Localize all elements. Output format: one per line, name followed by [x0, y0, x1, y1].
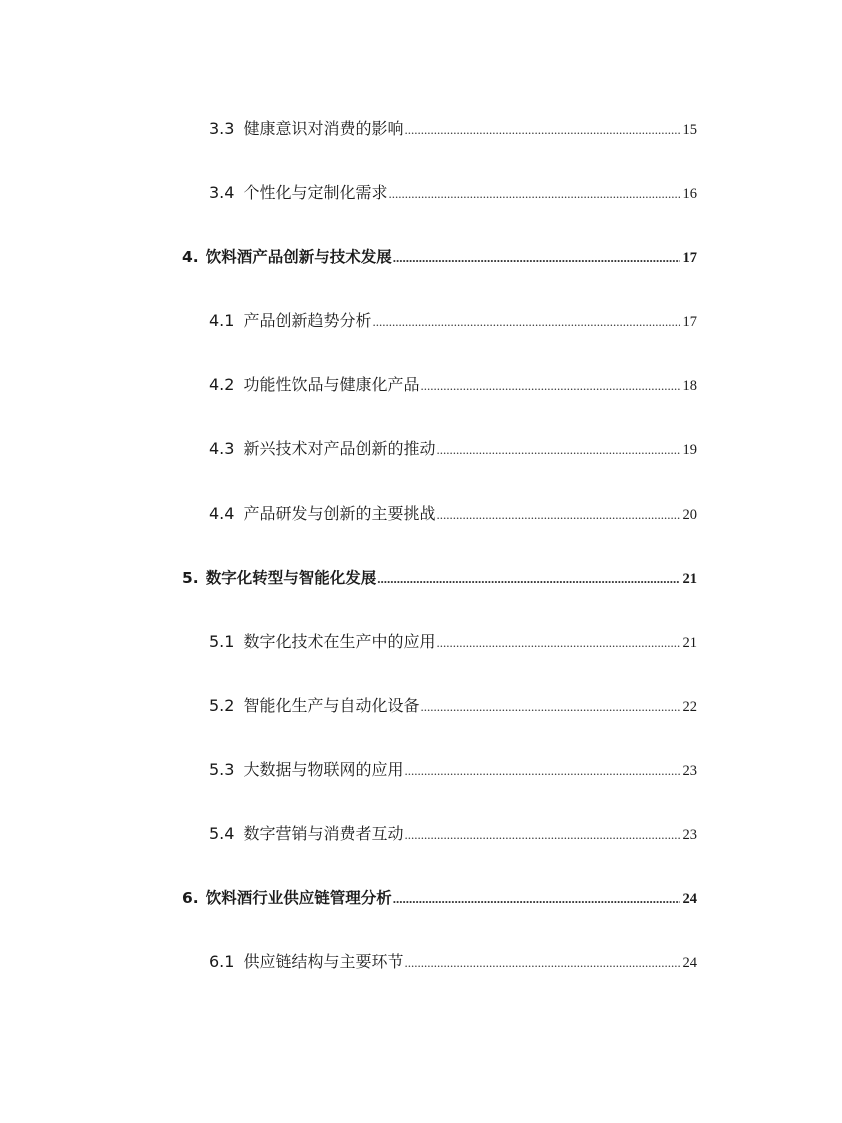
toc-entry-title: 产品创新趋势分析	[243, 311, 372, 330]
dot-leader	[388, 181, 679, 207]
dot-leader	[404, 950, 679, 976]
dot-leader	[404, 758, 679, 784]
toc-entry-page: 17	[682, 250, 697, 266]
toc-entry-6[interactable]	[182, 885, 697, 911]
toc-entry-page: 21	[682, 571, 697, 587]
toc-entry-title: 大数据与物联网的应用	[243, 760, 404, 779]
toc-entry-page: 17	[682, 314, 697, 330]
dot-leader	[420, 694, 679, 720]
toc-entry-number: 6.1	[209, 952, 235, 971]
dot-leader	[404, 822, 679, 848]
toc-entry-4[interactable]	[182, 244, 697, 270]
toc-entry-title: 供应链结构与主要环节	[243, 952, 404, 971]
toc-entry-page: 22	[682, 699, 697, 715]
toc-entry-title: 个性化与定制化需求	[243, 183, 388, 202]
toc-entry-number: 3.4	[209, 183, 235, 202]
toc-entry-page: 16	[682, 186, 697, 202]
dot-leader	[436, 630, 679, 656]
toc-entry-page: 19	[682, 442, 697, 458]
toc-entry-5-3[interactable]	[209, 757, 697, 783]
toc-entry-title: 数字营销与消费者互动	[243, 824, 404, 843]
dot-leader	[436, 502, 679, 528]
dot-leader	[420, 373, 679, 399]
dot-leader	[404, 117, 679, 143]
toc-entry-title: 产品研发与创新的主要挑战	[243, 504, 436, 523]
toc-entry-4-1[interactable]	[209, 308, 697, 334]
toc-entry-page: 23	[682, 827, 697, 843]
toc-entry-page: 24	[682, 891, 697, 907]
toc-entry-5[interactable]	[182, 565, 697, 591]
toc-entry-5-4[interactable]	[209, 821, 697, 847]
toc-entry-number: 4.3	[209, 439, 235, 458]
dot-leader	[393, 886, 680, 912]
toc-entry-number: 4.	[182, 248, 199, 266]
dot-leader	[377, 566, 679, 592]
toc-entry-5-2[interactable]	[209, 693, 697, 719]
toc-entry-title: 饮料酒行业供应链管理分析	[205, 889, 392, 907]
toc-entry-3-4[interactable]	[209, 180, 697, 206]
toc-entry-number: 5.4	[209, 824, 235, 843]
toc-entry-page: 21	[682, 635, 697, 651]
toc-entry-4-4[interactable]	[209, 501, 697, 527]
toc-entry-4-2[interactable]	[209, 372, 697, 398]
toc-entry-number: 5.3	[209, 760, 235, 779]
dot-leader	[372, 309, 679, 335]
toc-entry-number: 6.	[182, 889, 199, 907]
toc-entry-title: 数字化转型与智能化发展	[205, 569, 377, 587]
toc-entry-4-3[interactable]	[209, 436, 697, 462]
dot-leader	[393, 245, 680, 271]
toc-entry-number: 5.	[182, 569, 199, 587]
toc-entry-page: 24	[682, 955, 697, 971]
dot-leader	[436, 437, 679, 463]
toc-entry-title: 智能化生产与自动化设备	[243, 696, 420, 715]
toc-entry-page: 18	[682, 378, 697, 394]
toc-entry-title: 功能性饮品与健康化产品	[243, 375, 420, 394]
toc-entry-number: 5.1	[209, 632, 235, 651]
toc-entry-page: 15	[682, 122, 697, 138]
toc-entry-number: 4.1	[209, 311, 235, 330]
toc-entry-title: 饮料酒产品创新与技术发展	[205, 248, 392, 266]
toc-entry-6-1[interactable]	[209, 949, 697, 975]
toc-entry-number: 4.2	[209, 375, 235, 394]
toc-entry-number: 3.3	[209, 119, 235, 138]
toc-entry-5-1[interactable]	[209, 629, 697, 655]
toc-entry-page: 23	[682, 763, 697, 779]
toc-entry-title: 数字化技术在生产中的应用	[243, 632, 436, 651]
toc-entry-page: 20	[682, 507, 697, 523]
toc-entry-3-3[interactable]	[209, 116, 697, 142]
toc-entry-number: 4.4	[209, 504, 235, 523]
toc-entry-title: 健康意识对消费的影响	[243, 119, 404, 138]
toc-entry-number: 5.2	[209, 696, 235, 715]
toc-entry-title: 新兴技术对产品创新的推动	[243, 439, 436, 458]
